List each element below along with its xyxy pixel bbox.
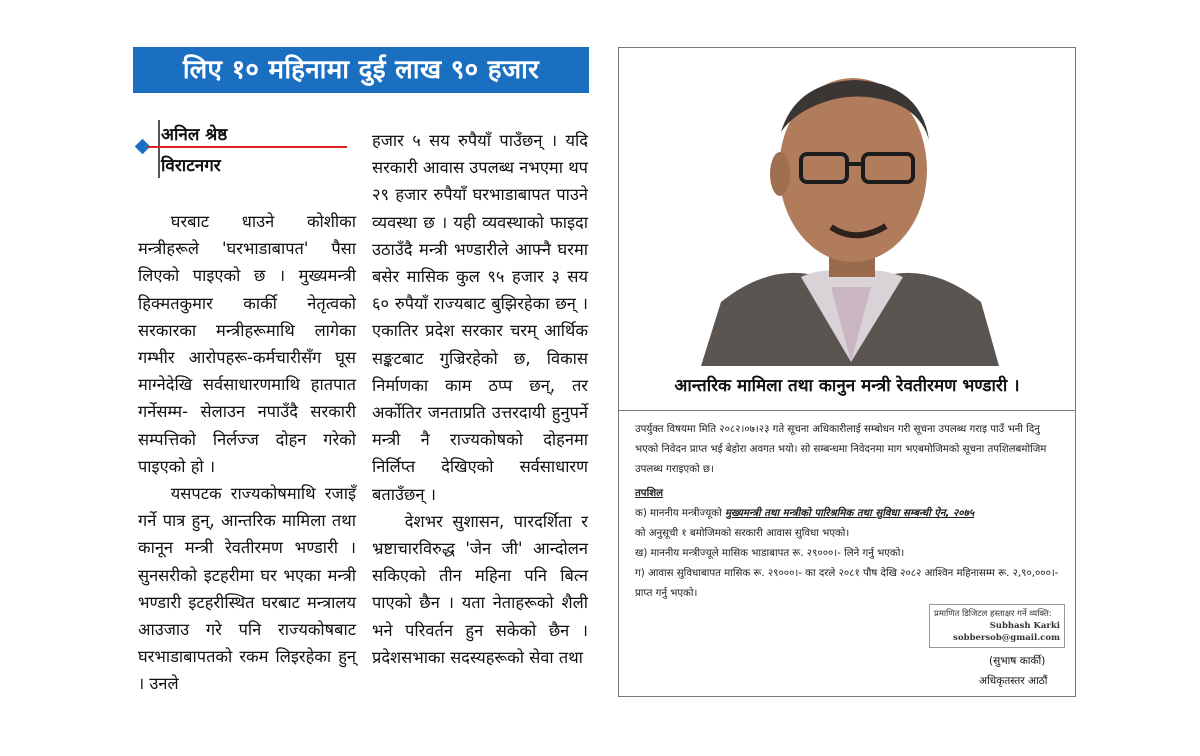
signatory-post: अधिकृतस्तर आठौं	[979, 675, 1048, 687]
official-notice	[635, 420, 1063, 604]
paragraph: देशभर सुशासन, पारदर्शिता र भ्रष्टाचारविरुद्ध 'जेन जी' आन्दोलन सकिएको तीन महिना पनि बित्न पाएको छैन । यता नेताहरूको शैली भने परिवर्तन हुन सकेको छैन । प्रदेशसभाका सदस्यहरूको सेवा तथा	[372, 511, 588, 667]
minister-photo	[681, 62, 1014, 366]
stamp-title: प्रमाणित डिजिटल हस्ताक्षर गर्ने व्यक्ति:	[934, 609, 1052, 619]
notice-subhead: तपशिल	[635, 488, 664, 499]
divider	[619, 410, 1075, 411]
paragraph: यसपटक राज्यकोषमाथि रजाइँ गर्ने पात्र हुन्, आन्तरिक मामिला तथा कानून मन्त्री रेवतीरमण भण्डारी । सुनसरीको इटहरीमा घर भएका मन्त्री भण्डारी इटहरीस्थित घरबाट मन्त्रालय आउजाउ गरे पनि राज्यकोषबाट घरभाडाबापतको रकम लिइरहेका हुन् । उनले	[138, 484, 356, 694]
dateline-place: विराटनगर	[161, 156, 221, 176]
stamp-name: Subhash Karki	[989, 621, 1060, 631]
document-panel	[618, 47, 1076, 697]
notice-item-c: ग) आवास सुविधाबापत मासिक रू. २९०००।- का दरले २०८१ पौष देखि २०८२ आश्विन महिनासम्म रू. २,९०,०००।- प्राप्त गर्नु भएको।	[635, 568, 1059, 599]
article-column-2	[372, 127, 588, 671]
article-column-1	[138, 208, 356, 698]
headline: लिए १० महिनामा दुई लाख ९० हजार	[133, 47, 589, 93]
byline-rule	[147, 146, 347, 148]
signatory-name: (सुभाष कार्की)	[989, 655, 1046, 667]
stamp-email: sobbersob@gmail.com	[953, 633, 1060, 643]
notice-item-b: ख) माननीय मन्त्रीज्यूले मासिक भाडाबापत रू. २९०००।- लिने गर्नु भएको।	[635, 548, 905, 559]
author-name: अनिल श्रेष्ठ	[161, 125, 228, 145]
paragraph: हजार ५ सय रुपैयाँ पाउँछन् । यदि सरकारी आवास उपलब्ध नभएमा थप २९ हजार रुपैयाँ घरभाडाबापत पाउने व्यवस्था छ । यही व्यवस्थाको फाइदा उठाउँदै मन्त्री भण्डारीले आफ्नै घरमा बसेर मासिक कुल ९५ हजार ३ सय ६० रुपैयाँ राज्यबाट बुझिरहेका छन् । एकातिर प्रदेश सरकार चरम् आर्थिक सङ्कटबाट गुज्रिरहेको छ, विकास निर्माणका काम ठप्प छन्, तर अर्कोतिर जनताप्रति उत्तरदायी हुनुपर्ने मन्त्री नै राज्यकोषको दोहनमा निर्लिप्त देखिएको सर्वसाधारण बताउँछन् ।	[372, 131, 588, 504]
byline	[135, 120, 350, 180]
paragraph: घरबाट धाउने कोशीका मन्त्रीहरूले 'घरभाडाबापत' पैसा लिएको पाइएको छ । मुख्यमन्त्री हिक्मतकुमार कार्की नेतृत्वको सरकारका मन्त्रीहरूमाथि लागेका गम्भीर आरोपहरू-कर्मचारीसँग घूस माग्नेदेखि सर्वसाधारणमाथि हातपात गर्नेसम्म- सेलाउन नपाउँदै सरकारी सम्पत्तिको निर्लज्ज दोहन गरेको पाइएको हो ।	[138, 212, 356, 476]
law-title: मुख्यमन्त्री तथा मन्त्रीको पारिश्रमिक तथा सुविधा सम्बन्धी ऐन, २०७५	[724, 508, 975, 519]
item-a-suffix: को अनुसूची १ बमोजिमको सरकारी आवास सुविधा भएको।	[635, 528, 850, 539]
item-a-prefix: क) माननीय मन्त्रीज्यूको	[635, 508, 725, 519]
notice-intro: उपर्युक्त विषयमा मिति २०८२।०७।२३ गते सूचना अधिकारीलाई सम्बोधन गरी सूचना उपलब्ध गराइ पाउँ भनी दिनु भएको निवेदन प्राप्त भई बेहोरा अवगत भयो। सो सम्बन्धमा निवेदनमा माग भएबमोजिमको सूचना तपशिलबमोजिम उपलब्ध गराइएको छ।	[635, 424, 1047, 475]
photo-caption: आन्तरिक मामिला तथा कानुन मन्त्री रेवतीरमण भण्डारी ।	[674, 376, 1020, 396]
notice-item-a	[635, 504, 1063, 544]
digital-signature-stamp	[929, 604, 1065, 648]
byline-bar	[158, 120, 160, 178]
